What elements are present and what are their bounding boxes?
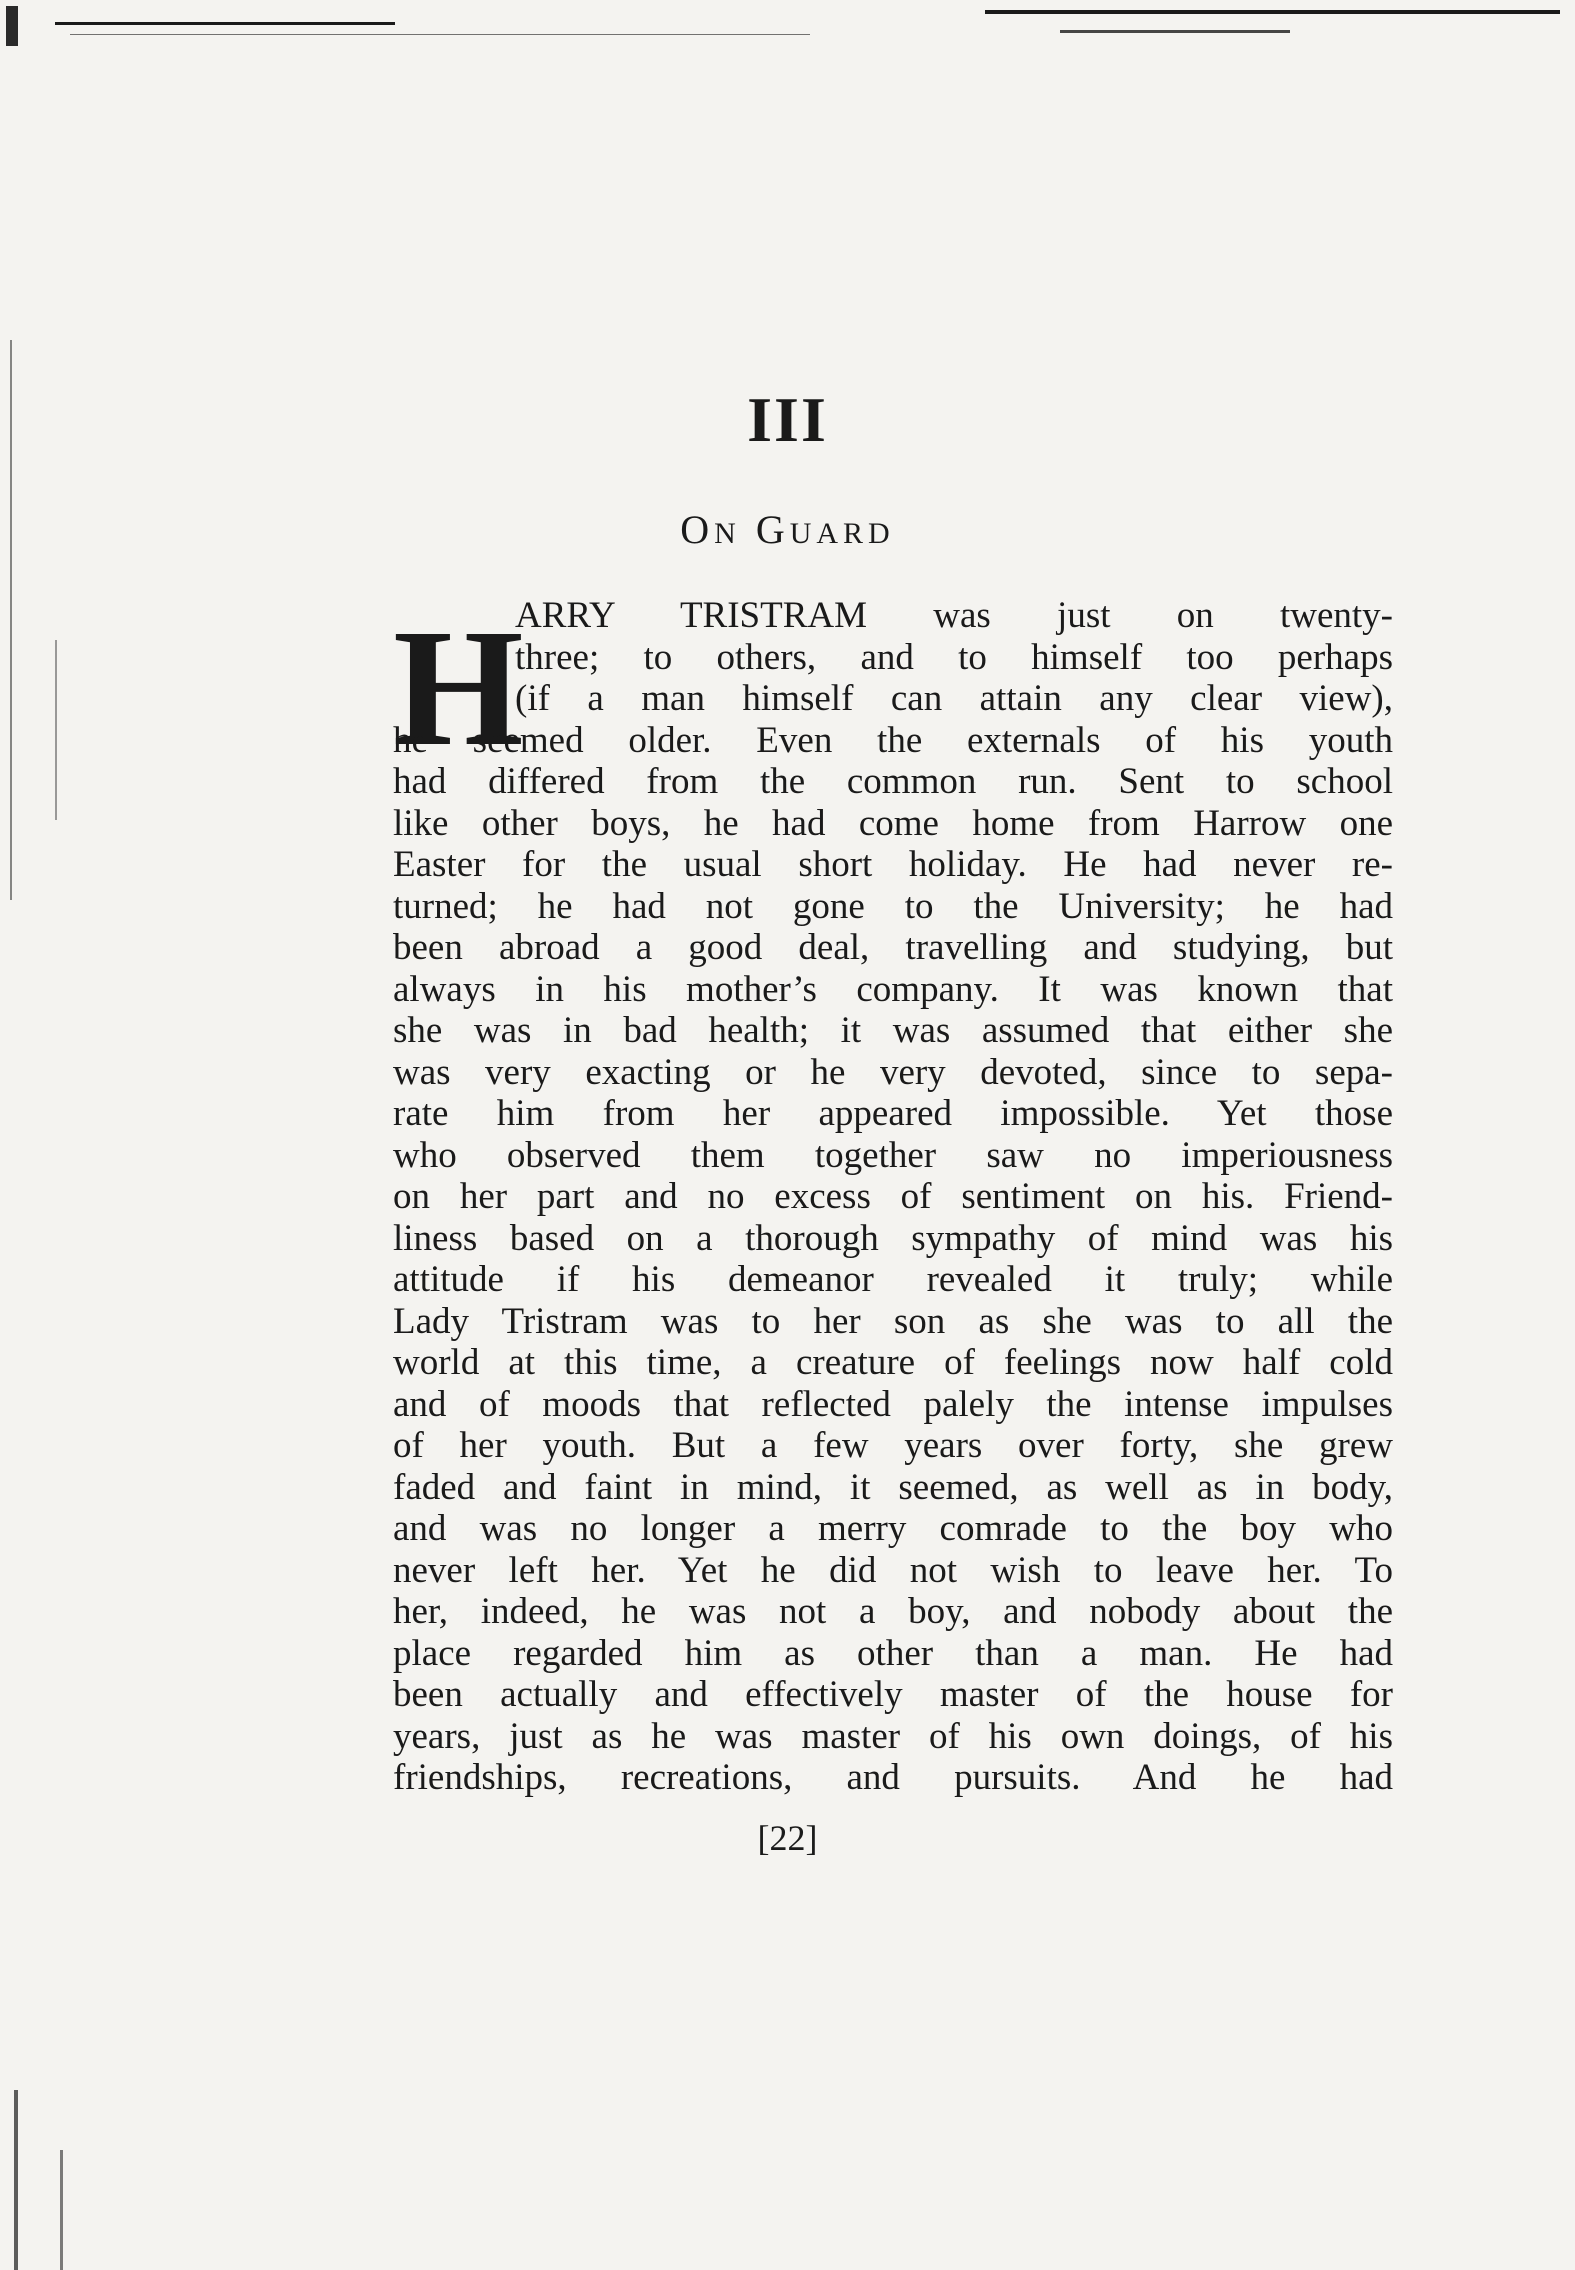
text-line-3: (if a man himself can attain any clear view), (515, 678, 1393, 719)
left-corner-mark (6, 6, 18, 46)
text-line-11: she was in bad health; it was assumed that either she (393, 1010, 1393, 1051)
text-line-20: and of moods that reflected palely the intense impulses (393, 1383, 1393, 1425)
top-rule-left (55, 22, 395, 25)
text-line-24: never left her. Yet he did not wish to leave her. To (393, 1549, 1393, 1591)
text-line-16: liness based on a thorough sympathy of mind was his (393, 1217, 1393, 1259)
text-line-28: years, just as he was master of his own doings, of his (393, 1715, 1393, 1757)
text-line-8: turned; he had not gone to the University; he had (393, 885, 1393, 927)
body-text (393, 595, 1393, 1799)
chapter-number: III (747, 384, 828, 455)
page-number: [22] (757, 1818, 818, 1858)
text-line-5: had differed from the common run. Sent to school (393, 761, 1393, 802)
chapter-title-initial-2: G (755, 507, 790, 552)
text-line-25: her, indeed, he was not a boy, and nobody about the (393, 1591, 1393, 1632)
text-line-27: been actually and effectively master of the house for (393, 1674, 1393, 1715)
chapter-title-rest-1: N (714, 517, 741, 550)
text-line-21: of her youth. But a few years over forty, she grew (393, 1425, 1393, 1466)
chapter-title-rest-2: UARD (789, 517, 895, 550)
top-rule-right (985, 10, 1560, 14)
text-line-17: attitude if his demeanor revealed it truly; while (393, 1259, 1393, 1300)
text-line-14: who observed them together saw no imperiousness (393, 1134, 1393, 1176)
text-line-7: Easter for the usual short holiday. He had never re- (393, 844, 1393, 885)
text-line-10: always in his mother’s company. It was known that (393, 968, 1393, 1010)
left-binding-edge-mid (55, 640, 57, 820)
text-line-4: he seemed older. Even the externals of his youth (393, 719, 1393, 761)
text-line-1: ARRY TRISTRAM was just on twenty- (515, 595, 1393, 636)
text-line-15: on her part and no excess of sentiment on his. Friend- (393, 1176, 1393, 1217)
text-line-19: world at this time, a creature of feelings now half cold (393, 1342, 1393, 1383)
text-line-22: faded and faint in mind, it seemed, as well as in body, (393, 1466, 1393, 1508)
drop-cap: H (393, 595, 524, 781)
text-line-2: three; to others, and to himself too perhaps (515, 636, 1393, 678)
left-binding-edge-bottom-2 (60, 2150, 63, 2270)
text-line-6: like other boys, he had come home from Harrow one (393, 802, 1393, 844)
top-rule-right-thin (1060, 30, 1290, 33)
text-line-9: been abroad a good deal, travelling and studying, but (393, 927, 1393, 968)
chapter-title (0, 507, 1575, 552)
text-line-29: friendships, recreations, and pursuits. And he had (393, 1757, 1393, 1798)
text-line-13: rate him from her appeared impossible. Yet those (393, 1093, 1393, 1134)
chapter-title-initial-1: O (680, 507, 715, 552)
text-line-12: was very exacting or he very devoted, since to sepa- (393, 1051, 1393, 1093)
text-line-23: and was no longer a merry comrade to the boy who (393, 1508, 1393, 1549)
text-line-26: place regarded him as other than a man. He had (393, 1632, 1393, 1674)
top-rule-left-thin (70, 34, 810, 35)
text-line-18: Lady Tristram was to her son as she was to all the (393, 1300, 1393, 1342)
left-binding-edge-bottom (14, 2090, 18, 2270)
